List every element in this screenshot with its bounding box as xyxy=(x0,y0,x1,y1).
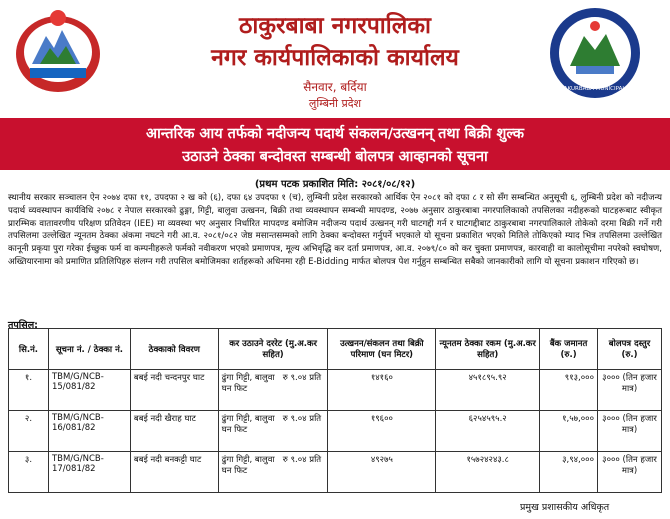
tapsil-label: तपसिल: xyxy=(8,320,38,331)
table-row: १. TBM/G/NCB-15/081/82 बबई नदी चन्दनपुर घाट ढुंगा गिट्टी, बालुवा रु ९.०४ प्रति घन फिट १४१६० ४५१८९५.९२ ९१३,००० ३००० (तिन हजार मात्र) xyxy=(9,370,662,411)
page-title: ठाकुरबाबा नगरपालिका xyxy=(239,13,431,39)
table-row: ३. TBM/G/NCB-17/081/82 बबई नदी बनकट्टी घाट ढुंगा गिट्टी, बालुवा रु ९.०४ प्रति घन फिट ४९२७५ १५७२४२४३.८ ३,९४,००० ३००० (तिन हजार मात्र) xyxy=(9,452,662,493)
header xyxy=(0,0,670,118)
office-title: नगर कार्यपालिकाको कार्यालय xyxy=(211,45,459,71)
address-line-1: सैनवार, बर्दिया xyxy=(303,80,367,94)
col-bid-fee: बोलपत्र दस्तुर (रु.) xyxy=(598,329,662,370)
col-bank-guarantee: बैंक जमानत (रु.) xyxy=(540,329,598,370)
col-quantity: उत्खनन/संकलन तथा बिक्री परिमाण (घन मिटर) xyxy=(328,329,436,370)
col-min-amount: न्यूनतम ठेक्का रकम (मु.अ.कर सहित) xyxy=(436,329,540,370)
tender-table xyxy=(8,328,662,493)
banner-line-2: उठाउने ठेक्का बन्दोवस्त सम्बन्धी बोलपत्र आव्हानको सूचना xyxy=(182,149,488,165)
signature: प्रमुख प्रशासकीय अधिकृत xyxy=(520,502,610,513)
banner-line-1: आन्तरिक आय तर्फको नदीजन्य पदार्थ संकलन/उत्खनन् तथा बिक्री शुल्क xyxy=(145,126,525,142)
municipality-seal-icon xyxy=(548,6,642,100)
address-line-2: लुम्बिनी प्रदेश xyxy=(308,97,362,110)
svg-text:THAKURBABA MUNICIPALITY: THAKURBABA MUNICIPALITY xyxy=(556,86,634,92)
col-description: ठेक्काको विवरण xyxy=(130,329,218,370)
notice-banner xyxy=(0,118,670,170)
table-row: २. TBM/G/NCB-16/081/82 बबई नदी खैराह घाट ढुंगा गिट्टी, बालुवा रु ९.०४ प्रति घन फिट १९६०० ६२५४५९५.२ १,५७,००० ३००० (तिन हजार मात्र) xyxy=(9,411,662,452)
col-notice-no: सूचना नं. / ठेक्का नं. xyxy=(48,329,130,370)
col-sn: सि.नं. xyxy=(9,329,49,370)
notice-paragraph: स्थानीय सरकार सञ्चालन ऐन २०७४ दफा ११, उपदफा २ ख को (६), दफा ६४ उपदफा १ (च), लुम्बिनी प्रदेश सरकारको आर्थिक ऐन २०८१ को दफा ८ र सो सँग सम्बन्धित अनुसूची ६, लुम्बिनी प्रदेश को नदीजन्य पदार्थ व्यवस्थापन कार्यविधि २०७८ र नेपाल सरकारको ढुङ्गा, गिट्टी, बालुवा उत्खनन, बिक्री तथा व्यवस्थापन सम्बन्धी मापदण्ड, २०७७ अनुसार ठाकुरबाबा नगरपालिकाको तपसिलका नदीहरूको घाटहरूबाट स्वीकृत प्रारम्भिक वातावरणीय परिक्षण प्रतिवेदन (IEE) मा व्यवस्था भए अनुसार निर्धारित मापदण्ड बमोजिम नदीजन्य पदार्थ उत्खनन् गरी घाटगद्दी गर्न र घाटगद्दीबाट ठाकुरबाबा नगरपालिकाले तोकेको दरमा बिक्री गर्ने गरी तपसिलमा उल्लेखित न्यूनतम ठेक्का अंकमा नघटने गरी आ.व. २०८१/०८२ जेष्ठ मसान्तसम्मको लागि ठेक्का बन्दोवस्त गर्नुपर्ने भएकाले यो सूचना प्रकाशित भएको मितिले तोकिएको म्याद भित्र तपसिलमा उल्लेखित कानूनी प्रकृया पुरा गरेका ईच्छुक फर्म वा कम्पनीहरूले फर्मको नवीकरण भएको प्रमाणपत्र, मूल्य अभिवृद्धि कर दर्ता प्रमाणपत्र, आ.व. २०७९/८० को कर चुक्ता प्रमाणपत्र, कारवाही वा कालोसूचीमा नपरेको स्वघोषण, अख्तियारनामा को प्रमाणित प्रतिलिपिहरु संलग्न गरी तपसिल बमोजिमका शर्तहरूको अधिनमा रही E-Bidding मार्फत बोलपत्र पेश गर्नुहुन सम्बन्धित सबैको जानकारीको लागि यो सूचना प्रकाशन गरिएको छ। xyxy=(8,193,662,267)
col-rate: कर उठाउने दररेट (मु.अ.कर सहित) xyxy=(218,329,328,370)
table-header-row xyxy=(9,329,662,370)
publish-date: (प्रथम पटक प्रकाशित मिति: २०८१/०८/१२) xyxy=(254,179,416,190)
